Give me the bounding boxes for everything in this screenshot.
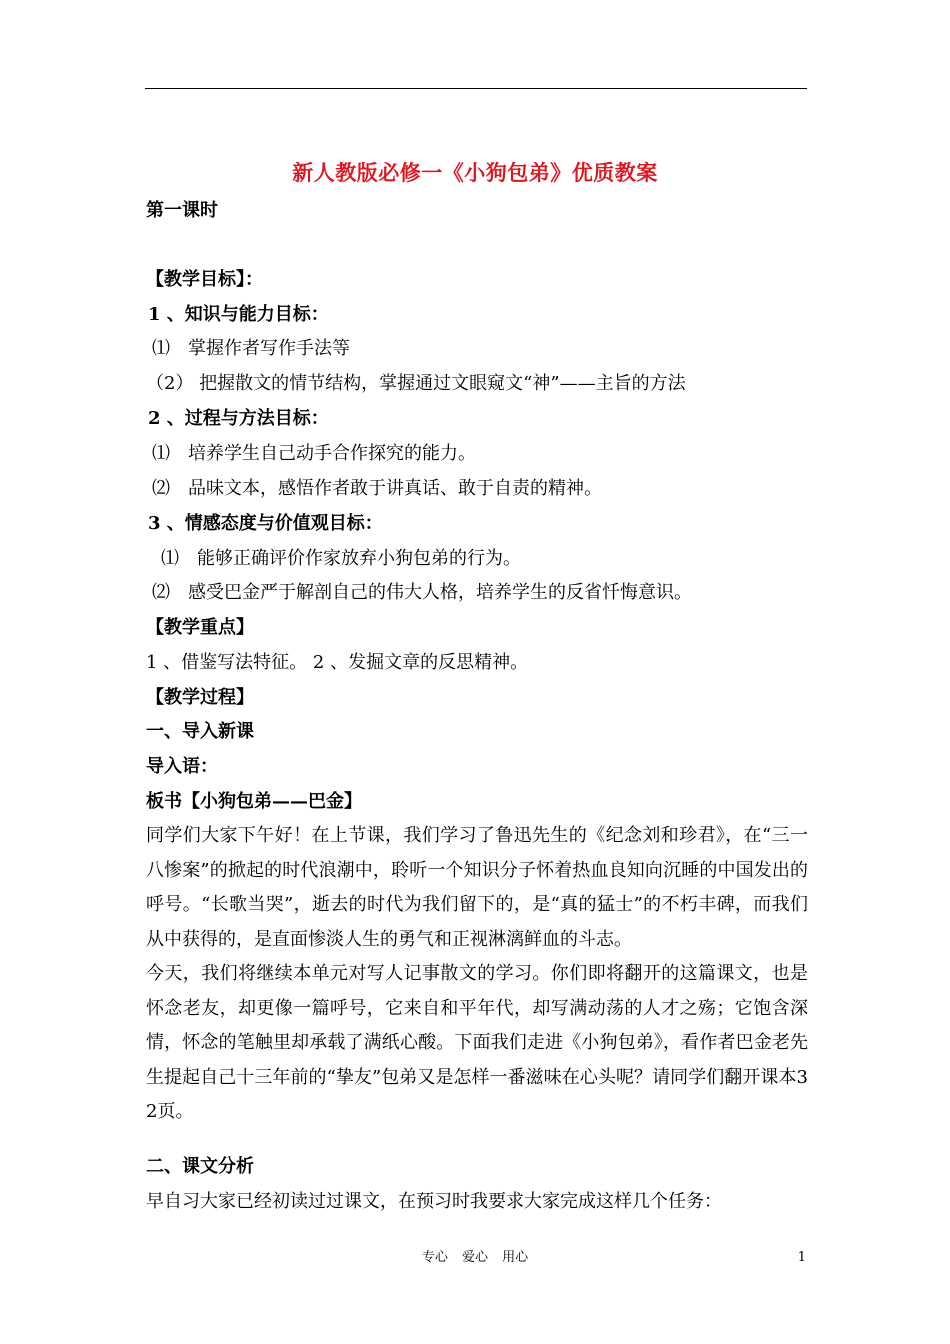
section-analysis-heading: 二、课文分析 xyxy=(146,1156,254,1177)
objective-knowledge-item-1: ⑴ 掌握作者写作手法等 xyxy=(152,338,350,359)
objective-attitude-item-1: ⑴ 能够正确评价作家放弃小狗包弟的行为。 xyxy=(161,548,521,569)
section-intro-heading: 一、导入新课 xyxy=(146,721,254,742)
key-points-text: 1 、借鉴写法特征。 2 、发掘文章的反思精神。 xyxy=(146,652,529,673)
objective-process-item-2: ⑵ 品味文本，感悟作者敢于讲真话、敢于自责的精神。 xyxy=(152,478,602,499)
footer-motto: 专心 爱心 用心 xyxy=(421,1250,529,1265)
header-rule xyxy=(145,88,807,89)
intro-paragraph-2: 今天，我们将继续本单元对写人记事散文的学习。你们即将翻开的这篇课文，也是怀念老友，却更像一篇呼号，它来自和平年代，却写满动荡的人才之殇；它饱含深情，怀念的笔触里却承载了满纸心酸。下面我们走进《小狗包弟》，看作者巴金老先生提起自己十三年前的“挚友”包弟又是怎样一番滋味在心头呢？请同学们翻开课本32页。 xyxy=(146,963,808,1122)
objective-process-heading: 2 、过程与方法目标： xyxy=(148,408,329,429)
objectives-heading: 【教学目标】： xyxy=(146,269,263,290)
analysis-paragraph: 早自习大家已经初读过过课文，在预习时我要求大家完成这样几个任务： xyxy=(146,1191,722,1212)
objective-attitude-heading: 3 、情感态度与价值观目标： xyxy=(148,513,383,534)
intro-paragraph-1: 同学们大家下午好！在上节课，我们学习了鲁迅先生的《纪念刘和珍君》，在“三一八惨案”的掀起的时代浪潮中，聆听一个知识分子怀着热血良知向沉睡的中国发出的呼号。“长歌当哭”，逝去的时代为我们留下的，是“真的猛士”的不朽丰碑，而我们从中获得的，是直面惨淡人生的勇气和正视淋漓鲜血的斗志。 xyxy=(146,825,808,950)
objective-knowledge-heading: 1 、知识与能力目标： xyxy=(148,304,329,325)
document-title: 新人教版必修一《小狗包弟》优质教案 xyxy=(292,160,658,185)
lesson-label: 第一课时 xyxy=(146,200,218,221)
intro-label: 导入语： xyxy=(146,756,218,777)
key-points-heading: 【教学重点】 xyxy=(146,617,254,638)
objective-attitude-item-2: ⑵ 感受巴金严于解剖自己的伟大人格，培养学生的反省忏悔意识。 xyxy=(152,582,692,603)
objective-knowledge-item-2: （2） 把握散文的情节结构，掌握通过文眼窥文“神”——主旨的方法 xyxy=(146,373,686,394)
board-writing: 板书【小狗包弟——巴金】 xyxy=(146,791,362,812)
process-heading: 【教学过程】 xyxy=(146,687,254,708)
objective-process-item-1: ⑴ 培养学生自己动手合作探究的能力。 xyxy=(152,443,476,464)
page-number: 1 xyxy=(797,1250,806,1265)
